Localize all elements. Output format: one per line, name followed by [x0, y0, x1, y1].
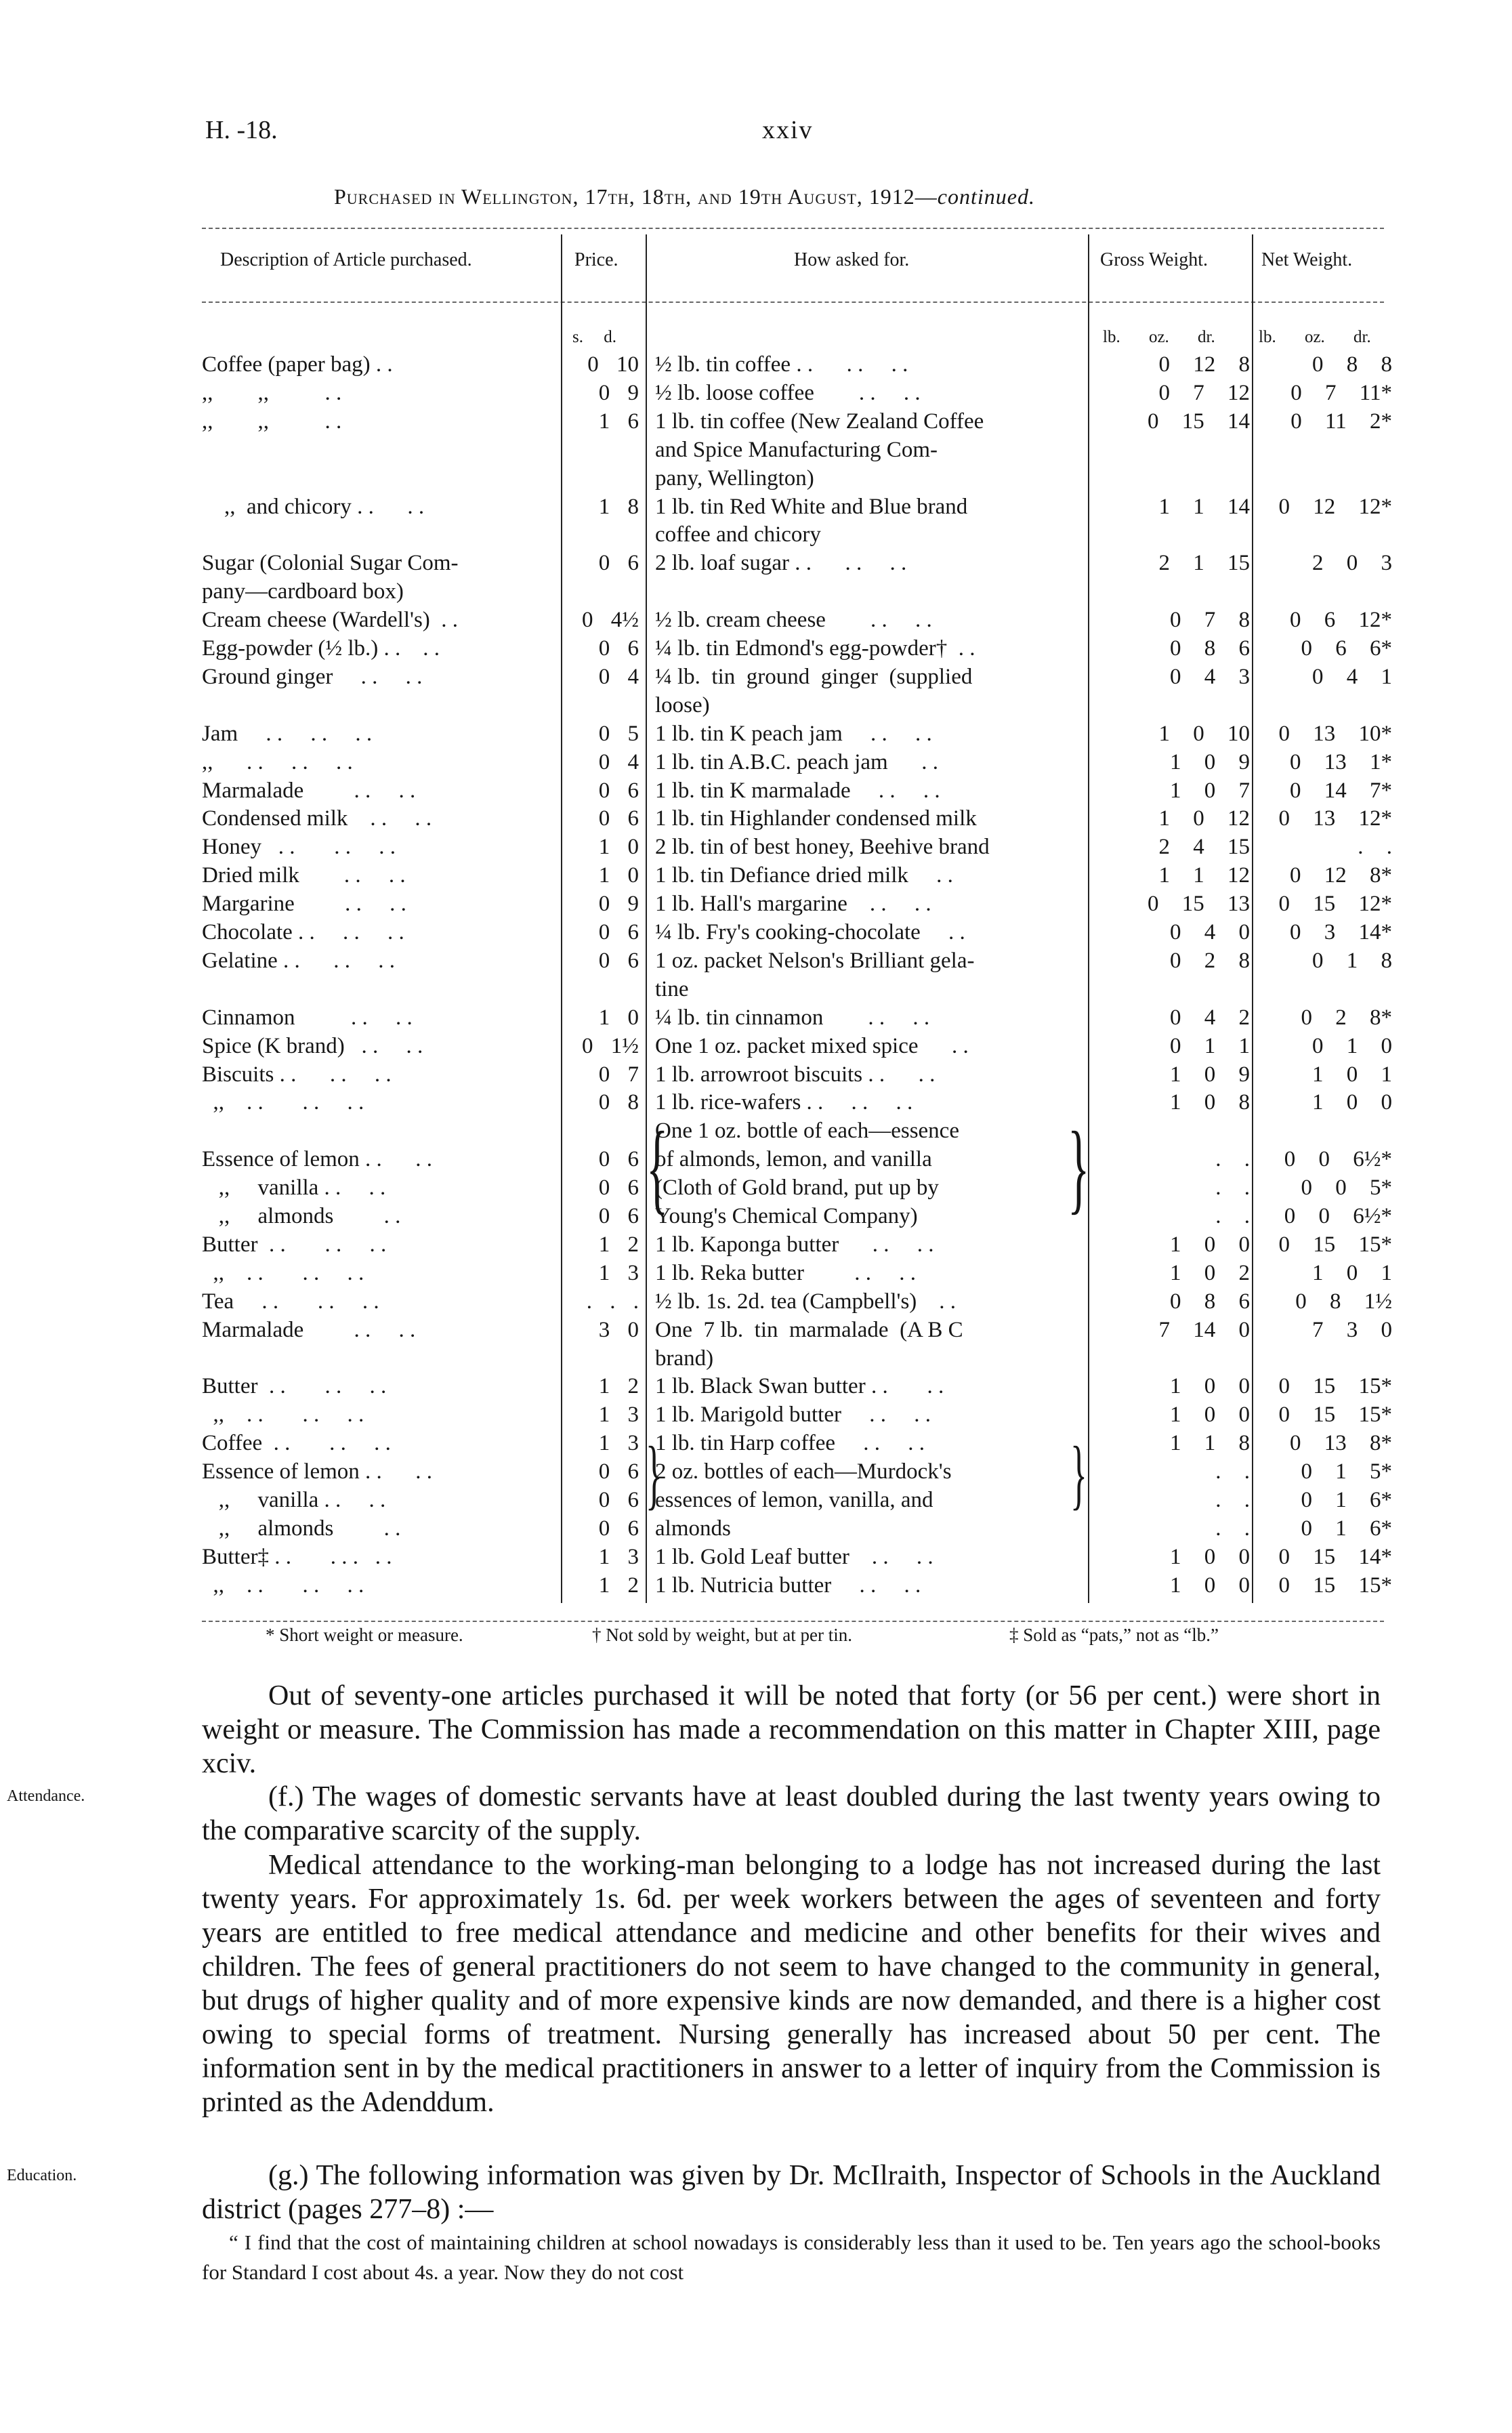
- table-title: [334, 184, 1035, 209]
- cell-how-asked: and Spice Manufacturing Com-: [655, 437, 938, 462]
- cell-description: ,, . . . . . .: [202, 749, 353, 774]
- cell-description: ,, ,, . .: [202, 409, 342, 434]
- table-row: [0, 493, 1512, 521]
- footnote-pats: ‡ Sold as “pats,” not as “lb.”: [1009, 1625, 1219, 1645]
- cell-how-asked: 1 lb. Reka butter . . . .: [655, 1260, 916, 1285]
- cell-description: ,, vanilla . . . .: [202, 1176, 386, 1201]
- cell-price: 1 2: [598, 1573, 639, 1598]
- cell-gross-weight: 1 0 0: [1170, 1232, 1250, 1257]
- table-row: [0, 776, 1512, 805]
- cell-gross-weight: 2 1 15: [1158, 551, 1250, 576]
- cell-description: Margarine . . . .: [202, 892, 406, 917]
- footnote-short: * Short weight or measure.: [266, 1625, 463, 1645]
- cell-price: 1 2: [598, 1232, 639, 1257]
- table-row: [0, 1259, 1512, 1287]
- cell-net-weight: 0 6 6*: [1301, 636, 1392, 661]
- cell-gross-weight: 0 4 0: [1170, 920, 1250, 944]
- table-row: [0, 1287, 1512, 1316]
- cell-how-asked: coffee and chicory: [655, 522, 821, 547]
- cell-gross-weight: 1 1 8: [1170, 1431, 1250, 1456]
- cell-net-weight: 0 1 0: [1312, 1033, 1392, 1058]
- cell-price: 0 6: [598, 778, 639, 803]
- footnote-tin: † Not sold by weight, but at per tin.: [592, 1625, 852, 1645]
- header-description: Description of Article purchased.: [220, 249, 472, 270]
- cell-how-asked: 1 lb. tin Highlander condensed milk: [655, 806, 977, 831]
- cell-net-weight: 0 1 5*: [1301, 1459, 1392, 1484]
- cell-price: 1 6: [598, 409, 639, 434]
- cell-how-asked: pany, Wellington): [655, 465, 814, 491]
- cell-how-asked: 1 lb. tin A.B.C. peach jam . .: [655, 749, 938, 774]
- cell-net-weight: 2 0 3: [1312, 551, 1392, 576]
- cell-gross-weight: 0 12 8: [1158, 352, 1250, 377]
- cell-price: 3 0: [598, 1317, 639, 1342]
- cell-net-weight: 1 0 0: [1312, 1090, 1392, 1115]
- cell-net-weight: 0 11 2*: [1290, 409, 1392, 434]
- paragraph-summary: Out of seventy-one articles purchased it will be noted that forty (or 56 per cent.) were short in weight or measure. The Commission has made a recommendation on this matter in Chapter XIII, page xciv.: [202, 1680, 1381, 1779]
- cell-price: 1 3: [598, 1544, 639, 1569]
- cell-how-asked: 1 lb. tin Red White and Blue brand: [655, 494, 968, 519]
- table-row: [0, 833, 1512, 861]
- cell-how-asked: brand): [655, 1346, 714, 1371]
- cell-net-weight: 0 12 12*: [1278, 494, 1392, 519]
- cell-net-weight: 0 15 12*: [1278, 892, 1392, 917]
- cell-description: Marmalade . . . .: [202, 1317, 416, 1342]
- cell-net-weight: 0 0 6½*: [1284, 1147, 1392, 1172]
- cell-how-asked: One 1 oz. bottle of each—essence: [655, 1119, 959, 1144]
- table-bottom-rule: [202, 1621, 1384, 1622]
- cell-net-weight: 0 1 8: [1312, 948, 1392, 973]
- cell-price: 1 0: [598, 835, 639, 860]
- cell-price: 1 0: [598, 1005, 639, 1030]
- cell-description: ,, . . . . . .: [202, 1573, 364, 1598]
- header-price: Price.: [574, 249, 618, 270]
- page-number: xxiv: [762, 116, 814, 144]
- table-title-continued: continued.: [937, 184, 1035, 209]
- table-row: [0, 549, 1512, 577]
- cell-gross-weight: 0 15 14: [1148, 409, 1250, 434]
- cell-description: ,, . . . . . .: [202, 1260, 364, 1285]
- cell-price: 0 4: [598, 664, 639, 689]
- cell-gross-weight: 0 1 1: [1170, 1033, 1250, 1058]
- cell-price: 0 8: [598, 1090, 639, 1115]
- table-row: [0, 520, 1512, 549]
- cell-gross-weight: 0 8 6: [1170, 636, 1250, 661]
- cell-net-weight: 0 13 1*: [1290, 749, 1392, 774]
- header-net: Net Weight.: [1261, 249, 1353, 270]
- cell-net-weight: . .: [1358, 835, 1392, 860]
- cell-price: 1 2: [598, 1374, 639, 1399]
- cell-gross-weight: 1 0 7: [1170, 778, 1250, 803]
- cell-net-weight: 0 3 14*: [1290, 920, 1392, 944]
- cell-net-weight: 0 8 8: [1312, 352, 1392, 377]
- table-row: [0, 407, 1512, 436]
- cell-how-asked: One 1 oz. packet mixed spice . .: [655, 1033, 969, 1058]
- cell-description: Ground ginger . . . .: [202, 664, 423, 689]
- cell-how-asked: 2 lb. loaf sugar . . . . . .: [655, 551, 907, 576]
- table-row: [0, 1372, 1512, 1400]
- cell-description: Chocolate . . . . . .: [202, 920, 404, 944]
- cell-price: 0 6: [598, 1147, 639, 1172]
- cell-how-asked: 2 oz. bottles of each—Murdock's: [655, 1459, 952, 1484]
- cell-net-weight: 0 15 15*: [1278, 1573, 1392, 1598]
- table-row: [0, 1173, 1512, 1202]
- unit-gross: lb. oz. dr.: [1103, 328, 1215, 346]
- table-row: [0, 634, 1512, 663]
- cell-gross-weight: . .: [1215, 1204, 1250, 1228]
- cell-price: 0 6: [598, 1176, 639, 1201]
- cell-description: Honey . . . . . .: [202, 835, 396, 860]
- cell-price: 0 4½: [582, 608, 639, 633]
- cell-description: Butter . . . . . .: [202, 1232, 387, 1257]
- header-gross: Gross Weight.: [1100, 249, 1209, 270]
- cell-description: Spice (K brand) . . . .: [202, 1033, 423, 1058]
- cell-net-weight: 0 12 8*: [1290, 863, 1392, 888]
- margin-note-education: Education.: [7, 2167, 77, 2184]
- header-how: How asked for.: [794, 249, 910, 270]
- table-row: [0, 1202, 1512, 1230]
- table-row: [0, 918, 1512, 947]
- cell-description: ,, almonds . .: [202, 1204, 401, 1228]
- cell-how-asked: ½ lb. cream cheese . . . .: [655, 608, 932, 633]
- cell-price: 1 8: [598, 494, 639, 519]
- cell-how-asked: One 7 lb. tin marmalade (A B C: [655, 1317, 963, 1342]
- cell-description: Essence of lemon . . . .: [202, 1147, 433, 1172]
- cell-net-weight: 0 0 6½*: [1284, 1204, 1392, 1228]
- cell-price: 1 3: [598, 1260, 639, 1285]
- cell-description: Marmalade . . . .: [202, 778, 416, 803]
- quotation: “ I find that the cost of maintaining children at school nowadays is considerably less than it used to be. Ten years ago the school-books for Standard I cost about 4s. a year. Now they do not cost: [202, 2230, 1381, 2284]
- document-reference: H. -18.: [205, 116, 278, 144]
- cell-gross-weight: 0 4 3: [1170, 664, 1250, 689]
- cell-net-weight: 0 15 14*: [1278, 1544, 1392, 1569]
- table-row: [0, 436, 1512, 464]
- cell-net-weight: 0 0 5*: [1301, 1176, 1392, 1201]
- table-row: [0, 1088, 1512, 1117]
- unit-net: lb. oz. dr.: [1259, 328, 1371, 346]
- cell-gross-weight: 0 8 6: [1170, 1289, 1250, 1314]
- table-row: [0, 1486, 1512, 1514]
- cell-how-asked: 1 lb. tin Defiance dried milk . .: [655, 863, 953, 888]
- cell-description: Gelatine . . . . . .: [202, 948, 396, 973]
- table-row: [0, 606, 1512, 634]
- cell-description: ,, vanilla . . . .: [202, 1488, 386, 1512]
- paragraph-education: (g.) The following information was given by Dr. McIlraith, Inspector of Schools in the Auckland district (pages 277–8) :—: [202, 2160, 1381, 2225]
- table-header-rule: [202, 301, 1384, 303]
- table-row: [0, 1514, 1512, 1543]
- cell-price: 1 3: [598, 1431, 639, 1456]
- cell-how-asked: essences of lemon, vanilla, and: [655, 1488, 933, 1512]
- brace-open: {: [646, 1111, 669, 1224]
- cell-price: 0 7: [598, 1062, 639, 1087]
- table-row: [0, 379, 1512, 407]
- cell-how-asked: almonds: [655, 1516, 731, 1541]
- cell-price: 0 9: [598, 380, 639, 405]
- cell-price: 1 0: [598, 863, 639, 888]
- cell-price: 0 6: [598, 636, 639, 661]
- cell-how-asked: (Cloth of Gold brand, put up by: [655, 1176, 939, 1201]
- cell-gross-weight: 1 1 12: [1158, 863, 1250, 888]
- cell-net-weight: 0 15 15*: [1278, 1402, 1392, 1428]
- cell-description: Butter‡ . . . . . . .: [202, 1544, 392, 1569]
- table-row: [0, 1060, 1512, 1089]
- cell-gross-weight: 1 0 0: [1170, 1544, 1250, 1569]
- cell-description: Cinnamon . . . .: [202, 1005, 413, 1030]
- table-row: [0, 804, 1512, 833]
- cell-how-asked: ½ lb. 1s. 2d. tea (Campbell's) . .: [655, 1289, 957, 1314]
- table-row: [0, 663, 1512, 691]
- cell-description: Coffee (paper bag) . .: [202, 352, 393, 377]
- cell-description: ,, . . . . . .: [202, 1090, 364, 1115]
- cell-gross-weight: 0 15 13: [1148, 892, 1250, 917]
- table-row: [0, 577, 1512, 606]
- cell-gross-weight: 1 0 10: [1158, 721, 1250, 746]
- cell-net-weight: 0 13 12*: [1278, 806, 1392, 831]
- cell-net-weight: 1 0 1: [1312, 1062, 1392, 1087]
- cell-net-weight: 7 3 0: [1312, 1317, 1392, 1342]
- cell-price: 0 4: [598, 749, 639, 774]
- cell-how-asked: ¼ lb. tin ground ginger (supplied: [655, 664, 973, 689]
- cell-description: Condensed milk . . . .: [202, 806, 432, 831]
- cell-description: Biscuits . . . . . .: [202, 1062, 392, 1087]
- cell-gross-weight: . .: [1215, 1488, 1250, 1512]
- cell-net-weight: 0 13 10*: [1278, 721, 1392, 746]
- cell-price: 0 6: [598, 1488, 639, 1512]
- cell-price: 0 6: [598, 551, 639, 576]
- cell-how-asked: 1 lb. tin coffee (New Zealand Coffee: [655, 409, 984, 434]
- cell-gross-weight: 0 7 8: [1170, 608, 1250, 633]
- cell-how-asked: tine: [655, 976, 689, 1001]
- cell-gross-weight: 0 2 8: [1170, 948, 1250, 973]
- paragraph-medical: Medical attendance to the working-man belonging to a lodge has not increased during the last twenty years. For approximately 1s. 6d. per week workers between the ages of seventeen and forty years are entitled to free medical attendance and medicine and other benefits for their wives and children. The fees of general practitioners do not seem to have changed to the community in general, but drugs of higher quality and of more expensive kinds are now demanded, and there is a higher cost owing to special forms of treatment. Nursing generally has increased about 50 per cent. The information sent in by the medical practitioners in answer to a letter of inquiry from the Commission is printed as the Adenddum.: [202, 1850, 1381, 2118]
- cell-description: ,, and chicory . . . .: [202, 494, 425, 519]
- paragraph-attendance: (f.) The wages of domestic servants have at least doubled during the last twenty years owing to the comparative scarcity of the supply.: [202, 1781, 1381, 1846]
- cell-gross-weight: 1 0 0: [1170, 1573, 1250, 1598]
- table-row: [0, 1032, 1512, 1060]
- cell-price: . . .: [586, 1289, 639, 1314]
- cell-how-asked: 1 lb. Nutricia butter . . . .: [655, 1573, 921, 1598]
- cell-price: 0 6: [598, 806, 639, 831]
- table-row: [0, 748, 1512, 776]
- cell-description: ,, almonds . .: [202, 1516, 401, 1541]
- cell-gross-weight: . .: [1215, 1459, 1250, 1484]
- cell-how-asked: ½ lb. loose coffee . . . .: [655, 380, 921, 405]
- cell-how-asked: 1 lb. Black Swan butter . . . .: [655, 1374, 944, 1399]
- cell-how-asked: of almonds, lemon, and vanilla: [655, 1147, 932, 1172]
- cell-description: Tea . . . . . .: [202, 1289, 379, 1314]
- cell-net-weight: 0 6 12*: [1290, 608, 1392, 633]
- cell-net-weight: 0 15 15*: [1278, 1374, 1392, 1399]
- table-row: [0, 1400, 1512, 1429]
- cell-net-weight: 0 1 6*: [1301, 1516, 1392, 1541]
- table-row: [0, 1571, 1512, 1600]
- cell-price: 1 3: [598, 1402, 639, 1428]
- table-row: [0, 975, 1512, 1003]
- table-row: [0, 1543, 1512, 1571]
- cell-net-weight: 0 13 8*: [1290, 1431, 1392, 1456]
- cell-description: Egg-powder (½ lb.) . . . .: [202, 636, 440, 661]
- cell-gross-weight: 7 14 0: [1158, 1317, 1250, 1342]
- table-row: [0, 1003, 1512, 1032]
- cell-gross-weight: 0 7 12: [1158, 380, 1250, 405]
- cell-gross-weight: . .: [1215, 1147, 1250, 1172]
- cell-how-asked: 1 lb. tin K peach jam . . . .: [655, 721, 932, 746]
- cell-description: Butter . . . . . .: [202, 1374, 387, 1399]
- cell-price: 0 6: [598, 920, 639, 944]
- table-row: [0, 1457, 1512, 1486]
- cell-net-weight: 0 2 8*: [1301, 1005, 1392, 1030]
- cell-how-asked: 1 lb. Kaponga butter . . . .: [655, 1232, 934, 1257]
- cell-how-asked: ¼ lb. Fry's cooking-chocolate . .: [655, 920, 965, 944]
- cell-how-asked: 1 lb. Gold Leaf butter . . . .: [655, 1544, 933, 1569]
- cell-how-asked: 1 lb. Hall's margarine . . . .: [655, 892, 931, 917]
- cell-how-asked: 1 lb. arrowroot biscuits . . . .: [655, 1062, 936, 1087]
- table-row: [0, 1145, 1512, 1173]
- table-row: [0, 691, 1512, 720]
- cell-price: 0 9: [598, 892, 639, 917]
- cell-gross-weight: 1 0 0: [1170, 1374, 1250, 1399]
- cell-gross-weight: 1 0 0: [1170, 1402, 1250, 1428]
- cell-how-asked: ¼ lb. tin cinnamon . . . .: [655, 1005, 930, 1030]
- table-row: [0, 1344, 1512, 1373]
- cell-price: 0 6: [598, 1459, 639, 1484]
- cell-net-weight: 0 1 6*: [1301, 1488, 1392, 1512]
- cell-net-weight: 0 15 15*: [1278, 1232, 1392, 1257]
- cell-how-asked: Young's Chemical Company): [655, 1204, 918, 1228]
- cell-net-weight: 1 0 1: [1312, 1260, 1392, 1285]
- cell-net-weight: 0 14 7*: [1290, 778, 1392, 803]
- cell-how-asked: 1 lb. Marigold butter . . . .: [655, 1402, 931, 1428]
- cell-price: 0 6: [598, 1516, 639, 1541]
- cell-description: ,, . . . . . .: [202, 1402, 364, 1428]
- brace-close: }: [1070, 1431, 1087, 1517]
- table-row: [0, 1316, 1512, 1344]
- cell-how-asked: 2 lb. tin of best honey, Beehive brand: [655, 835, 990, 860]
- cell-gross-weight: 0 4 2: [1170, 1005, 1250, 1030]
- cell-gross-weight: 1 0 9: [1170, 749, 1250, 774]
- cell-how-asked: 1 lb. tin K marmalade . . . .: [655, 778, 940, 803]
- cell-net-weight: 0 7 11*: [1290, 380, 1392, 405]
- cell-how-asked: loose): [655, 692, 710, 718]
- table-top-rule: [202, 228, 1384, 229]
- cell-price: 0 1½: [582, 1033, 639, 1058]
- brace-close: }: [1068, 1111, 1090, 1224]
- cell-gross-weight: 1 0 12: [1158, 806, 1250, 831]
- margin-note-attendance: Attendance.: [7, 1787, 85, 1805]
- table-row: [0, 720, 1512, 748]
- cell-how-asked: ¼ lb. tin Edmond's egg-powder† . .: [655, 636, 975, 661]
- table-row: [0, 1429, 1512, 1457]
- table-row: [0, 1117, 1512, 1145]
- cell-price: 0 6: [598, 1204, 639, 1228]
- brace-close: }: [646, 1431, 663, 1517]
- cell-gross-weight: 2 4 15: [1158, 835, 1250, 860]
- cell-description: ,, ,, . .: [202, 380, 342, 405]
- table-row: [0, 464, 1512, 493]
- cell-net-weight: 0 8 1½: [1295, 1289, 1392, 1314]
- cell-description: Essence of lemon . . . .: [202, 1459, 433, 1484]
- cell-net-weight: 0 4 1: [1312, 664, 1392, 689]
- cell-description: Coffee . . . . . .: [202, 1431, 391, 1456]
- cell-description: Jam . . . . . .: [202, 721, 373, 746]
- cell-how-asked: 1 lb. tin Harp coffee . . . .: [655, 1431, 925, 1456]
- cell-description: pany—cardboard box): [202, 579, 404, 604]
- cell-description: Sugar (Colonial Sugar Com-: [202, 551, 459, 576]
- table-row: [0, 890, 1512, 918]
- table-row: [0, 861, 1512, 890]
- cell-how-asked: 1 oz. packet Nelson's Brilliant gela-: [655, 948, 975, 973]
- cell-gross-weight: . .: [1215, 1516, 1250, 1541]
- table-title-main: Purchased in Wellington, 17th, 18th, and 19th August, 1912—: [334, 184, 938, 209]
- cell-price: 0 5: [598, 721, 639, 746]
- cell-gross-weight: 1 0 2: [1170, 1260, 1250, 1285]
- cell-how-asked: 1 lb. rice-wafers . . . . . .: [655, 1090, 913, 1115]
- cell-gross-weight: 1 0 9: [1170, 1062, 1250, 1087]
- cell-description: Cream cheese (Wardell's) . .: [202, 608, 459, 633]
- table-row: [0, 1230, 1512, 1259]
- cell-how-asked: ½ lb. tin coffee . . . . . .: [655, 352, 908, 377]
- table-row: [0, 350, 1512, 379]
- cell-gross-weight: 1 0 8: [1170, 1090, 1250, 1115]
- cell-gross-weight: . .: [1215, 1176, 1250, 1201]
- unit-price: s. d.: [572, 328, 616, 346]
- cell-description: Dried milk . . . .: [202, 863, 406, 888]
- table-row: [0, 947, 1512, 975]
- cell-gross-weight: 1 1 14: [1158, 494, 1250, 519]
- cell-price: 0 6: [598, 948, 639, 973]
- cell-price: 0 10: [587, 352, 639, 377]
